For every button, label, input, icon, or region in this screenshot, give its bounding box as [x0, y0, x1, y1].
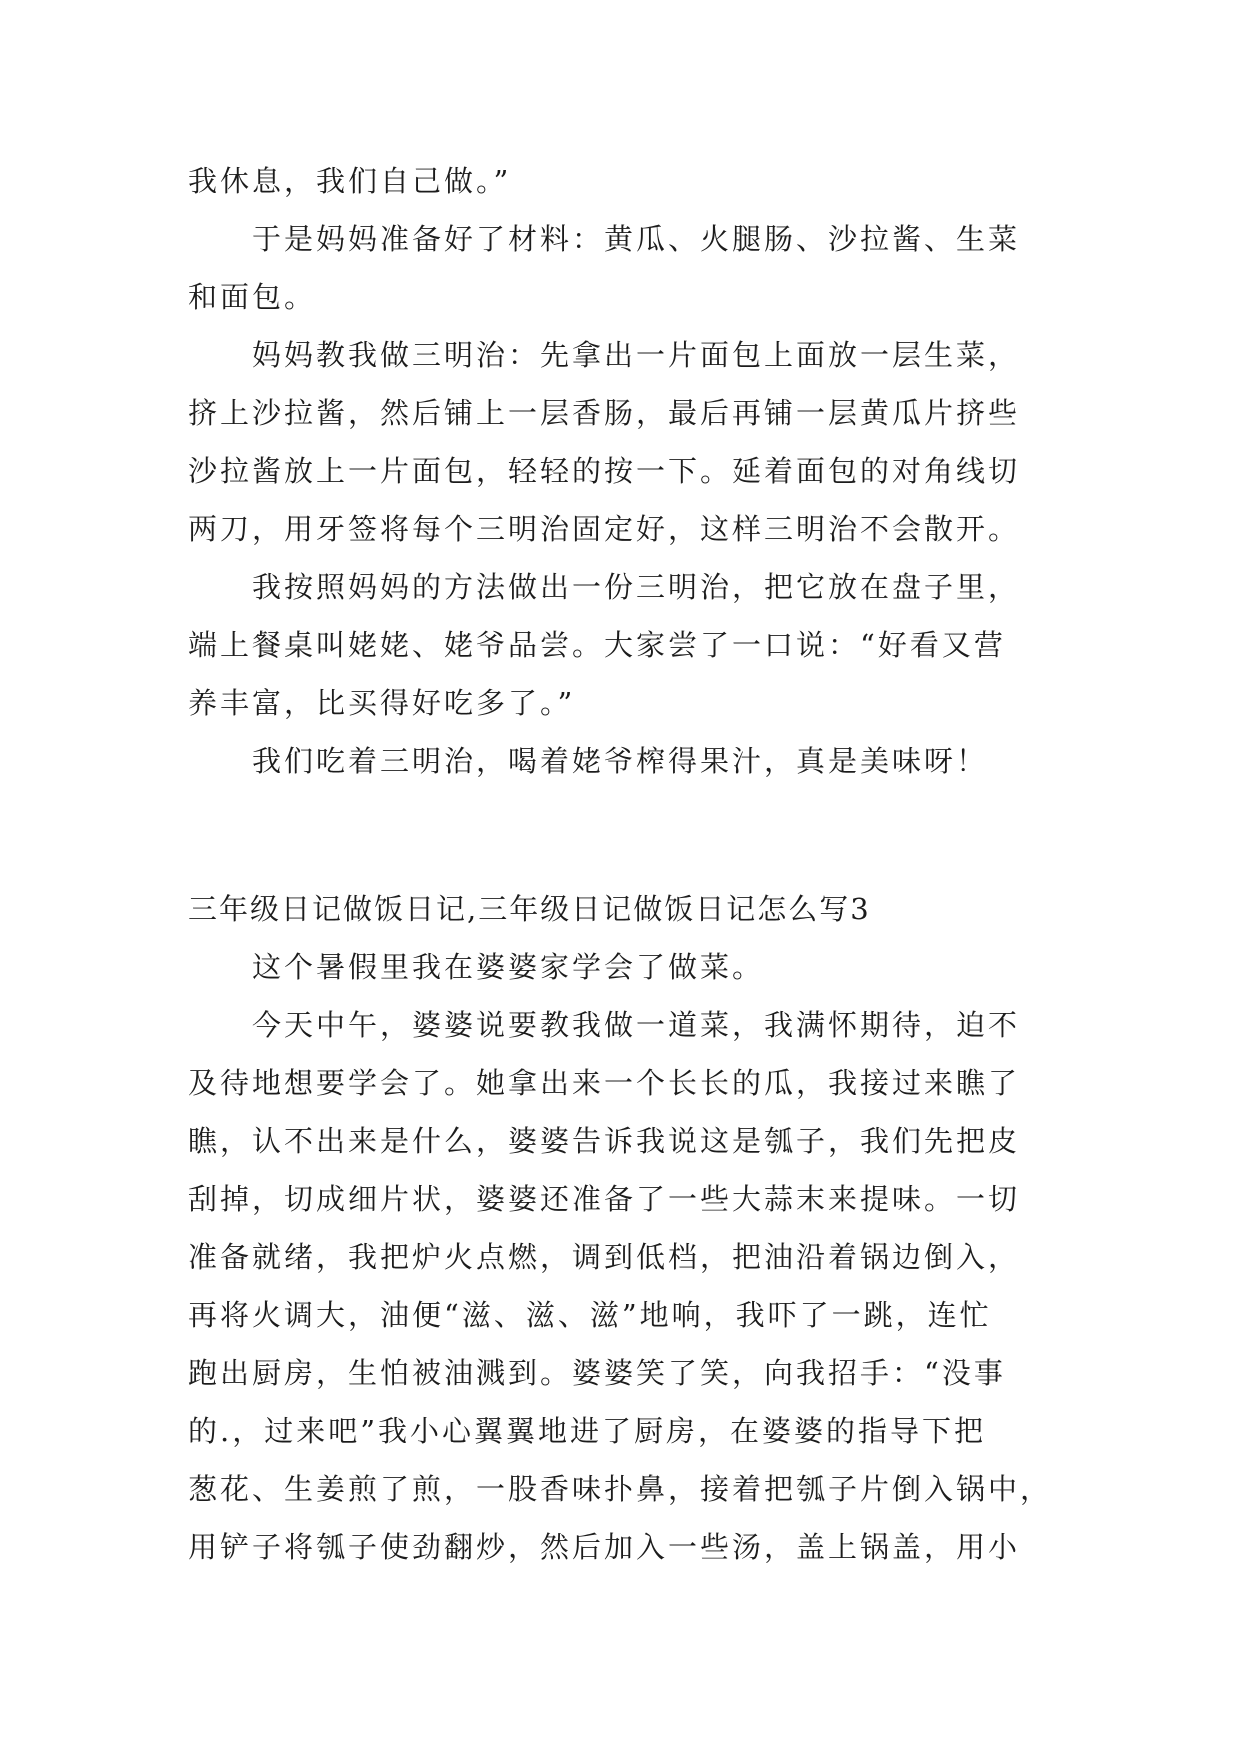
text-line: 养丰富，比买得好吃多了。” — [188, 686, 576, 720]
text-line: 及待地想要学会了。她拿出来一个长长的瓜，我接过来瞧了 — [188, 1066, 1021, 1100]
document-body — [188, 152, 1068, 1576]
text-line: 瞧，认不出来是什么，婆婆告诉我说这是瓠子，我们先把皮 — [188, 1124, 1021, 1158]
text-line: 端上餐桌叫姥姥、姥爷品尝。大家尝了一口说：“好看又营 — [188, 628, 1006, 662]
text-line: 刮掉，切成细片状，婆婆还准备了一些大蒜末来提味。一切 — [188, 1182, 1021, 1216]
blank-line — [188, 790, 1068, 880]
text-line: 跑出厨房，生怕被油溅到。婆婆笑了笑，向我招手：“没事 — [188, 1356, 1006, 1390]
text-line: 准备就绪，我把炉火点燃，调到低档，把油沿着锅边倒入， — [188, 1240, 1021, 1274]
paragraph — [188, 996, 1068, 1576]
paragraph — [188, 152, 1068, 210]
text-line: 挤上沙拉酱，然后铺上一层香肠，最后再铺一层黄瓜片挤些 — [188, 396, 1021, 430]
paragraph — [188, 326, 1068, 558]
article-heading: 三年级日记做饭日记,三年级日记做饭日记怎么写3 — [188, 892, 871, 926]
text-line: 葱花、生姜煎了煎，一股香味扑鼻，接着把瓠子片倒入锅中， — [188, 1472, 1053, 1506]
text-line: 再将火调大，油便“滋、滋、滋”地响，我吓了一跳，连忙 — [188, 1298, 992, 1332]
paragraph — [188, 938, 1068, 996]
text-line: 的.，过来吧”我小心翼翼地进了厨房，在婆婆的指导下把 — [188, 1414, 987, 1448]
paragraph — [188, 558, 1068, 732]
text-line: 用铲子将瓠子使劲翻炒，然后加入一些汤，盖上锅盖，用小 — [188, 1530, 1021, 1564]
text-line: 我们吃着三明治，喝着姥爷榨得果汁，真是美味呀！ — [252, 744, 989, 778]
text-line: 我按照妈妈的方法做出一份三明治，把它放在盘子里， — [252, 570, 1021, 604]
paragraph — [188, 210, 1068, 326]
text-line: 和面包。 — [188, 280, 317, 314]
text-line: 两刀，用牙签将每个三明治固定好，这样三明治不会散开。 — [188, 512, 1021, 546]
text-line: 今天中午，婆婆说要教我做一道菜，我满怀期待，迫不 — [252, 1008, 1021, 1042]
text-line: 于是妈妈准备好了材料：黄瓜、火腿肠、沙拉酱、生菜 — [252, 222, 1021, 256]
text-line: 妈妈教我做三明治：先拿出一片面包上面放一层生菜， — [252, 338, 1021, 372]
text-line: 我休息，我们自己做。” — [188, 164, 512, 198]
paragraph — [188, 732, 1068, 790]
text-line: 沙拉酱放上一片面包，轻轻的按一下。延着面包的对角线切 — [188, 454, 1021, 488]
text-line: 这个暑假里我在婆婆家学会了做菜。 — [252, 950, 765, 984]
